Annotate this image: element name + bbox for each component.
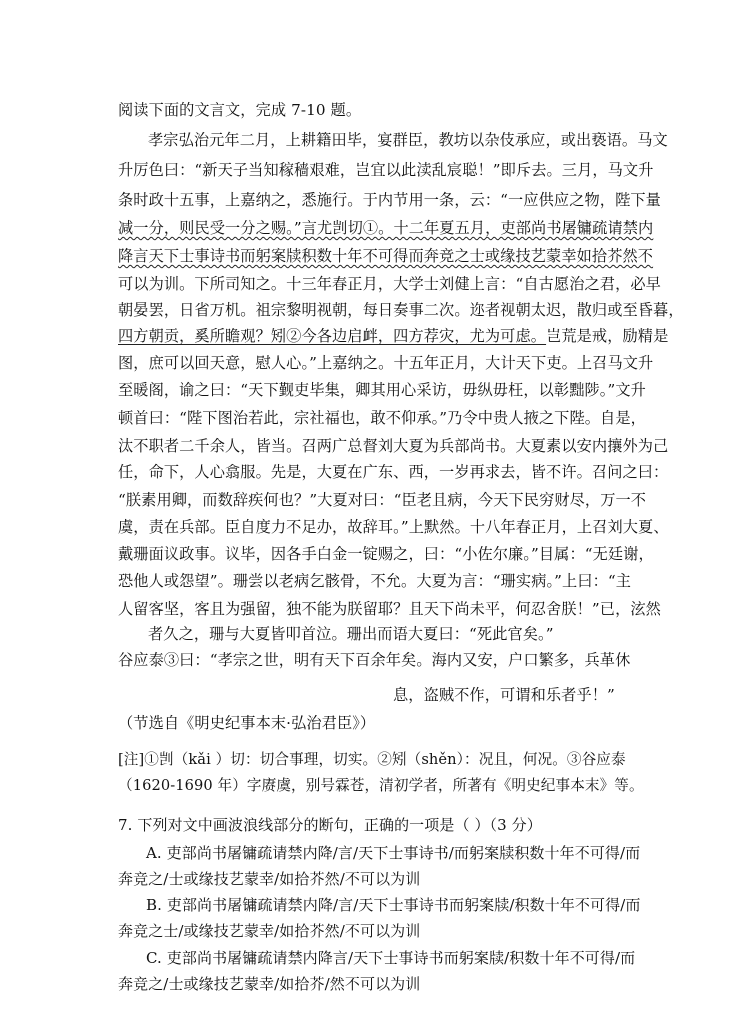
passage-line: 图，庶可以回天意，慰人心。”上嘉纳之。十五年正月，大计天下吏。上召马文升	[118, 354, 654, 372]
passage-text: 者久之，珊与大夏皆叩首泣。珊出而语大夏曰：“死此官矣。”	[148, 625, 554, 643]
passage-line	[118, 243, 653, 269]
source-citation: （节选自《明史纪事本末·弘治君臣》）	[118, 714, 376, 732]
note-line: [注]①剀（kǎi ）切：切合事理，切实。②矧（shěn）：况且，何况。③谷应泰	[118, 751, 626, 768]
passage-line: 恐他人或怨望”。珊尝以老病乞骸骨，不允。大夏为言：“珊实病。”上曰：“主	[118, 572, 632, 590]
option-b: B. 吏部尚书屠镛疏请禁内降/言/天下士事诗书而躬案牍/积数十年不可得/而	[146, 896, 641, 914]
passage-line	[118, 323, 668, 349]
passage-line	[148, 621, 554, 647]
passage-line	[118, 215, 653, 241]
passage-line: 顿首曰：“陛下图治若此，宗社福也，敢不仰承。”乃令中贵人掖之下陛。自是，	[118, 409, 646, 427]
passage-line	[118, 514, 669, 540]
wavy-underlined-text: 减一分，则民受一分之赐。”言尤剀切①。十二年夏五月，吏部尚书屠镛疏请禁内	[118, 219, 654, 237]
passage-line: 至暖阁，谕之曰：“天下觐吏毕集，卿其用心采访，毋纵毋枉，以彰黜陟。”文升	[118, 381, 646, 399]
option-c: C. 吏部尚书屠镛疏请禁内降言/天下士事诗书而躬案牍/积数十年不可得/而	[146, 949, 636, 967]
passage-line: “朕素用卿，而数辞疾何也？”大夏对曰：“臣老且病，今天下民穷财尽，万一不	[118, 491, 647, 509]
source-citation: 息，盗贼不作，可谓和乐者乎！”	[393, 686, 615, 704]
passage-line: 可以为训。下所司知之。十三年春正月，大学士刘健上言：“自古愿治之君，必早	[118, 275, 661, 293]
passage-line: 汰不职者二千余人，皆当。召两广总督刘大夏为兵部尚书。大夏素以安内攘外为己	[118, 437, 669, 455]
reading-instruction: 阅读下面的文言文，完成 7-10 题。	[118, 101, 362, 119]
passage-text: 条时政十五事，上嘉纳之，悉施行。于内节用一条，云：“一应供应之物，陛下量	[118, 191, 661, 209]
passage-line: 戴珊面议政事。议毕，因各手白金一锭赐之，曰：“小佐尔廉。”目属：“无廷谢，	[118, 545, 654, 563]
passage-line: 任，命下，人心翕服。先是，大夏在广东、西，一岁再求去，皆不许。召问之曰：	[118, 463, 669, 481]
question-stem: 7. 下列对文中画波浪线部分的断句，正确的一项是（ ）（3 分）	[118, 816, 542, 834]
passage-line: 人留客坚，客且为强留，独不能为朕留耶？且天下尚未平，何忍舍朕！”已，泫然	[118, 600, 661, 618]
passage-text: 虞，责在兵部。臣自度力不足办，故辞耳。”上默然。十八年春正月，上召刘大夏、	[118, 518, 669, 536]
note-line: （1620-1690 年）字赓虞，别号霖苍，清初学者，所著有《明史纪事本末》等。	[118, 777, 644, 794]
option-c-continued: 奔竞之/士或缘技艺蒙幸/如拾芥/然不可以为训	[118, 975, 421, 993]
wavy-underlined-text: 降言天下士事诗书而躬案牍积数十年不可得而奔竞之士或缘技艺蒙幸如拾芥然不	[118, 247, 654, 265]
passage-text: 岂荒是戒，励精是	[546, 327, 669, 345]
passage-text: 朝晏罢，日省万机。祖宗黎明视朝，每日奏事二次。迩者视朝太迟，散归或至昏暮，	[118, 301, 684, 319]
option-a: A. 吏部尚书屠镛疏请禁内降/言/天下士事诗书/而躬案牍积数十年不可得/而	[146, 844, 641, 862]
passage-line: 谷应泰③曰：“孝宗之世，明有天下百余年矣。海内又安，户口繁多，兵革休	[118, 651, 631, 669]
option-a-continued: 奔竞之/士或缘技艺蒙幸/如拾芥然/不可以为训	[118, 870, 421, 888]
underlined-text: 四方朝贡，奚所瞻观？矧②今各边启衅，四方荐灾，尤为可虑。	[118, 327, 547, 345]
option-b-continued: 奔竞之士/或缘技艺蒙幸/如拾芥然/不可以为训	[118, 922, 421, 940]
passage-line: 升厉色曰：“新天子当知稼穑艰难，岂宜以此渎乱宸聪！”即斥去。三月，马文升	[118, 161, 654, 179]
passage-line	[118, 187, 661, 213]
passage-line	[118, 297, 684, 323]
passage-line: 孝宗弘治元年二月，上耕籍田毕，宴群臣，教坊以杂伎承应，或出亵语。马文	[148, 131, 668, 149]
